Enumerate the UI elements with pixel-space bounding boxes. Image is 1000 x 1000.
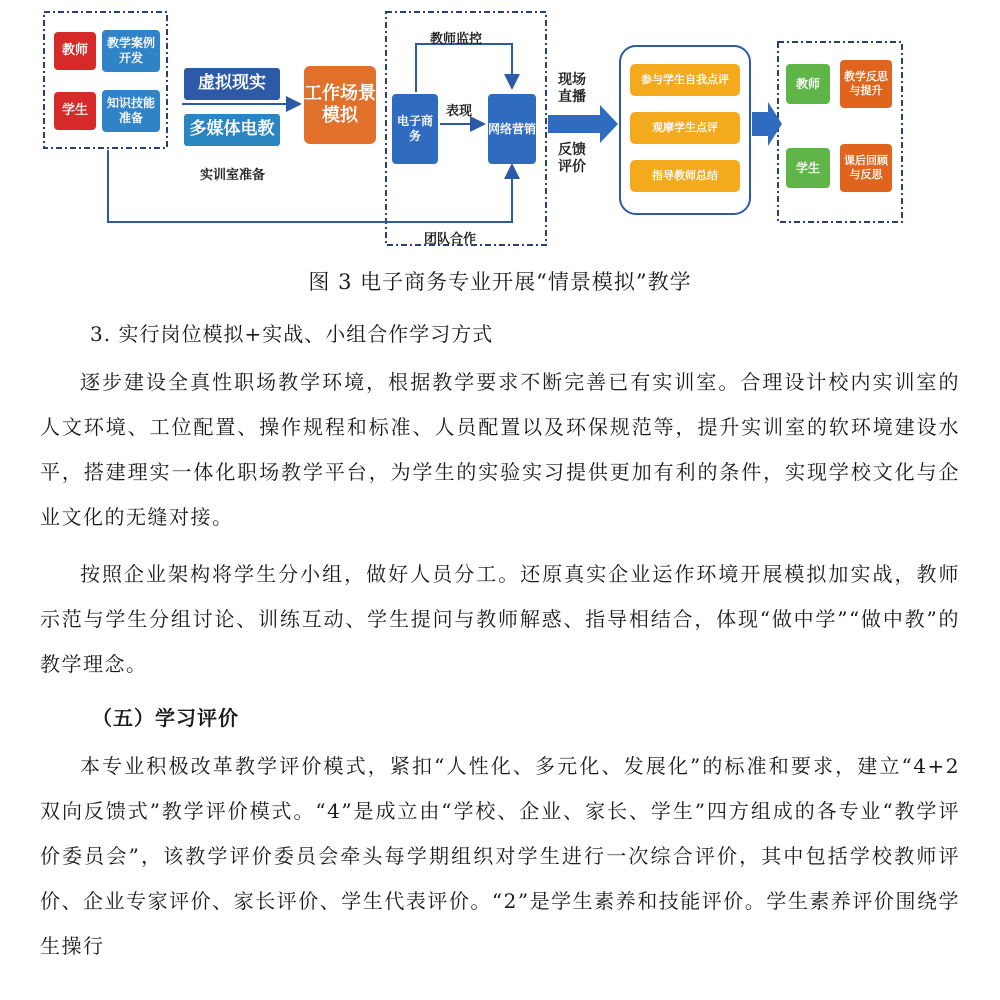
paragraph-3: 本专业积极改革教学评价模式，紧扣“人性化、多元化、发展化”的标准和要求，建立“4+2 双向反馈式”教学评价模式。“4”是成立由“学校、企业、家长、学生”四方组成的各专业“教学评价委员会”，该教学评价委员会牵头每学期组织对学生进行一次综合评价，其中包括学校教师评价、企业专家评价、家长评价、学生代表评价。“2”是学生素养和技能评价。学生素养评价围绕学生操行 — [40, 754, 960, 958]
student-reflect-box: 学生 — [786, 148, 830, 188]
section-3-title: 3. 实行岗位模拟+实战、小组合作学习方式 — [90, 322, 494, 346]
eval-peer-box: 观摩学生点评 — [630, 112, 740, 144]
teacher-monitor-label: 教师监控 — [430, 32, 483, 47]
flow-diagram — [0, 0, 1000, 260]
multimedia-box: 多媒体电教 — [184, 114, 280, 146]
ecommerce-box: 电子商务 — [392, 94, 438, 164]
section-5-title: （五）学习评价 — [92, 706, 239, 730]
team-work-label: 团队合作 — [424, 232, 477, 247]
paragraph-1: 逐步建设全真性职场教学环境，根据教学要求不断完善已有实训室。合理设计校内实训室的人文环境、工位配置、操作规程和标准、人员配置以及环保规范等，提升实训室的软环境建设水平，搭建理实一体化职场教学平台，为学生的实验实习提供更加有利的条件，实现学校文化与企业文化的无缝对接。 — [40, 370, 960, 529]
perform-label: 表现 — [446, 104, 473, 119]
feedback-eval-label: 反馈评价 — [558, 142, 586, 175]
teaching-reflect-box: 教学反思与提升 — [840, 60, 892, 108]
eval-self-box: 参与学生自我点评 — [630, 64, 740, 96]
live-broadcast-label: 现场直播 — [558, 72, 586, 105]
eval-teacher-box: 指导教师总结 — [630, 160, 740, 192]
lab-prep-label: 实训室准备 — [200, 168, 266, 183]
teacher-box: 教师 — [54, 32, 96, 70]
paragraph-2: 按照企业架构将学生分小组，做好人员分工。还原真实企业运作环境开展模拟加实战，教师示范与学生分组讨论、训练互动、学生提问与教师解惑、指导相结合，体现“做中学”“做中教”的教学理念。 — [40, 562, 960, 676]
figure-caption: 图 3 电子商务专业开展“情景模拟”教学 — [308, 270, 692, 294]
online-marketing-box: 网络营销 — [488, 94, 536, 164]
virtual-reality-box: 虚拟现实 — [184, 68, 280, 100]
after-class-reflect-box: 课后回顾与反思 — [840, 144, 892, 192]
teacher-reflect-box: 教师 — [786, 64, 830, 104]
student-box: 学生 — [54, 92, 96, 130]
scene-sim-box: 工作场景模拟 — [304, 66, 376, 144]
skill-prep-box: 知识技能准备 — [102, 90, 160, 132]
case-dev-box: 教学案例开发 — [102, 30, 160, 72]
